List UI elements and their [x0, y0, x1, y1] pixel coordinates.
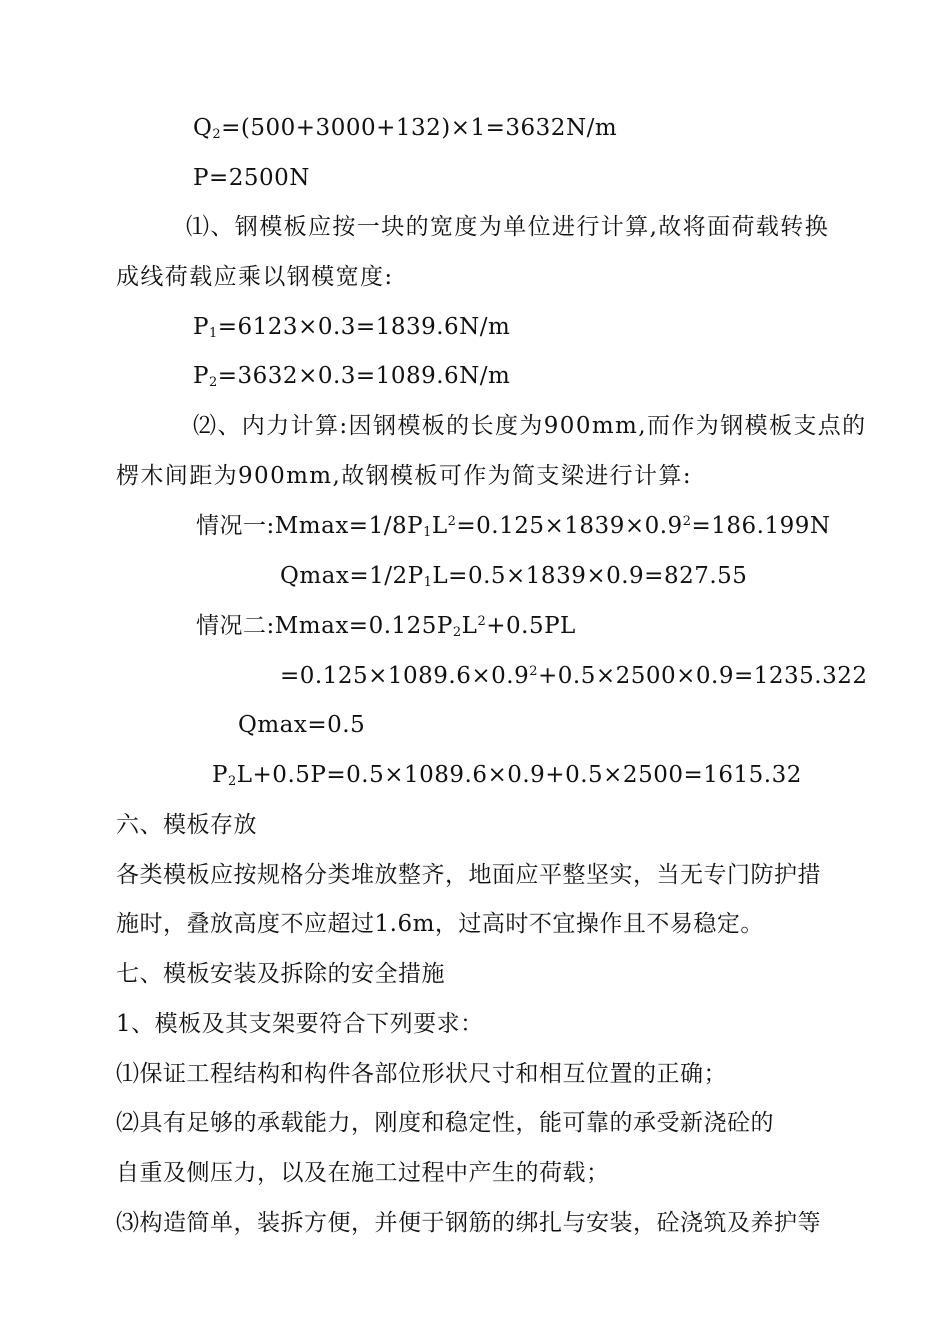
section-2-line-2: 楞木间距为900mm,故钢模板可作为简支梁进行计算: — [116, 463, 692, 489]
section-1-line-2: 成线荷载应乘以钢模宽度: — [116, 264, 394, 290]
case-2-mmax-result: $=0.125\times 1089.6\times 0.9^2+0.5\times 2500\times 0.9=1235.322$ — [280, 663, 868, 689]
heading-section-7: 七、模板安装及拆除的安全措施 — [116, 961, 445, 987]
section-6-line-1: 各类模板应按规格分类堆放整齐，地面应平整坚实，当无专门防护措 — [116, 862, 821, 888]
requirement-1-item-1: ⑴保证工程结构和构件各部位形状尺寸和相互位置的正确； — [116, 1061, 727, 1087]
formula-q2: $Q_2=(500+3000+132)\times 1=3632N/m$ — [193, 115, 618, 142]
section-6-line-2: 施时，叠放高度不应超过1.6m，过高时不宜操作且不易稳定。 — [116, 911, 764, 937]
case-1-mmax: 情况一$:Mmax=1/8P_1L^2=0.125\times 1839\times 0.9^2=186.199N$ — [196, 513, 831, 540]
requirement-1: 1、模板及其支架要符合下列要求： — [116, 1011, 484, 1037]
heading-section-6: 六、模板存放 — [116, 812, 257, 838]
section-1-line-1: ⑴、钢模板应按一块的宽度为单位进行计算,故将面荷载转换 — [186, 214, 830, 240]
requirement-1-item-2-line-1: ⑵具有足够的承载能力，刚度和稳定性，能可靠的承受新浇砼的 — [116, 1110, 774, 1136]
requirement-1-item-2-line-2: 自重及侧压力，以及在施工过程中产生的荷载； — [116, 1160, 610, 1186]
formula-p2: $P_2=3632\times 0.3=1089.6N/m$ — [193, 363, 511, 390]
requirement-1-item-3: ⑶构造简单，装拆方便，并便于钢筋的绑扎与安装，砼浇筑及养护等 — [116, 1210, 821, 1236]
case-2-qmax-result: $P_2L+0.5P=0.5\times 1089.6\times 0.9+0.5\times 2500=1615.32$ — [212, 762, 802, 789]
case-2-qmax: Qmax=0.5 — [238, 712, 366, 738]
case-2-mmax: 情况二$:Mmax=0.125P_2L^2+0.5PL$ — [196, 613, 576, 640]
case-1-qmax: $Qmax=1/2P_1L=0.5\times 1839\times 0.9=827.55$ — [280, 563, 748, 590]
section-2-line-1: ⑵、内力计算:因钢模板的长度为900mm,而作为钢模板支点的 — [193, 413, 867, 439]
formula-p: P=2500N — [193, 165, 310, 191]
formula-p1: $P_1=6123\times 0.3=1839.6N/m$ — [193, 314, 511, 341]
